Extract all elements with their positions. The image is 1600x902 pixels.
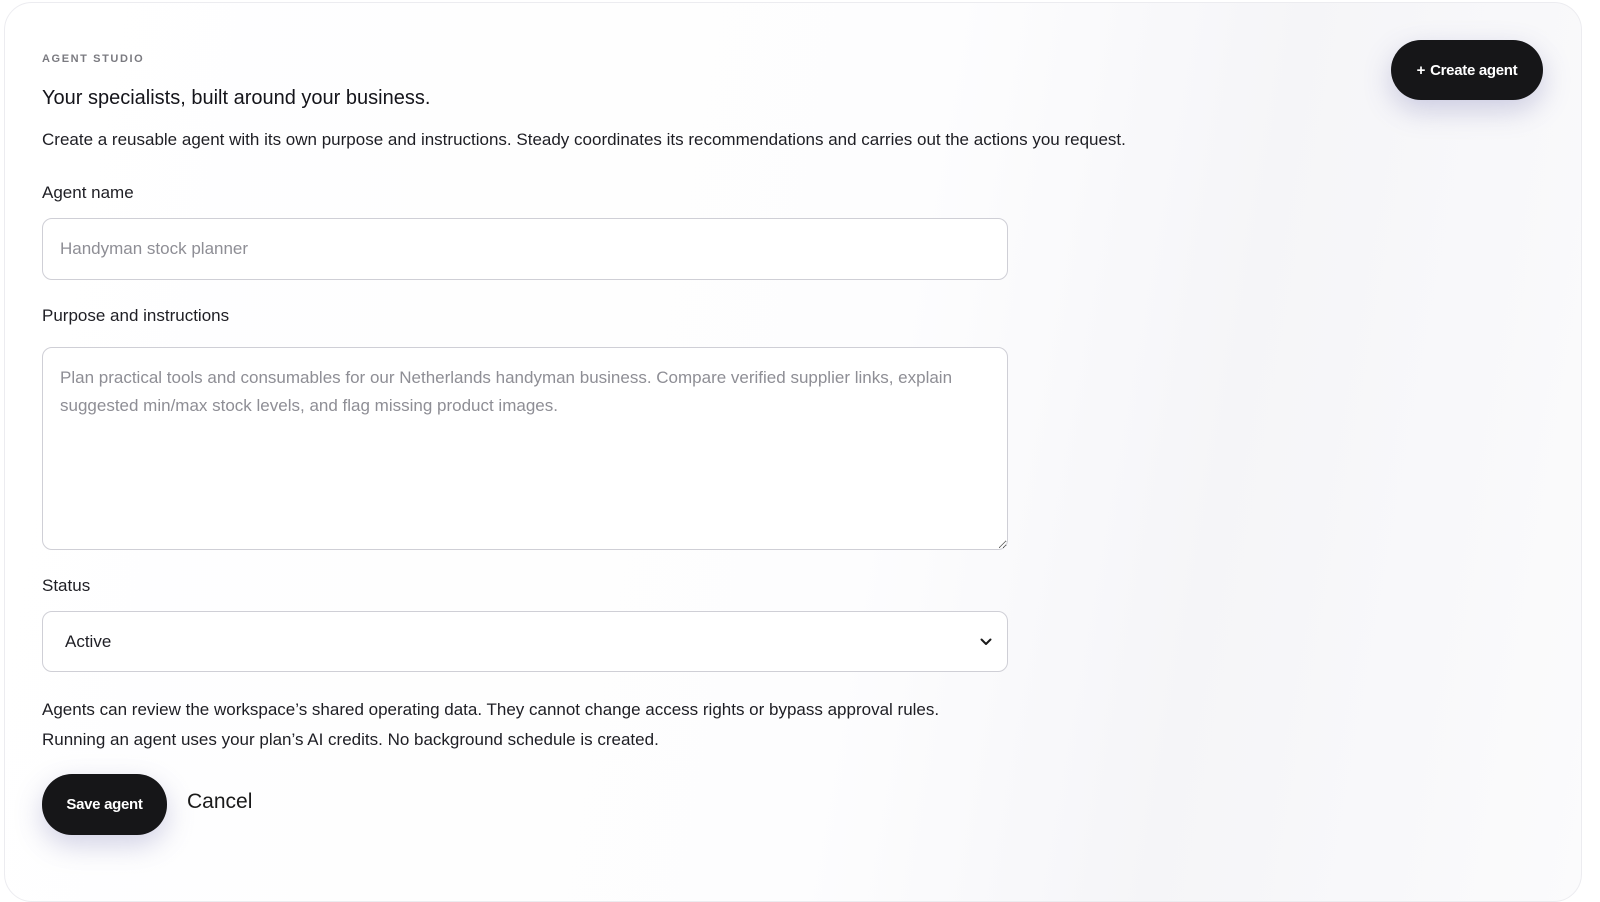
section-eyebrow: AGENT STUDIO [42,53,145,65]
status-select[interactable] [42,611,1008,672]
status-selected-value: Active [65,631,112,651]
agent-studio-card [4,2,1582,902]
agent-permissions-note: Agents can review the workspace’s shared operating data. They cannot change access rights or bypass approval rules. Running an agent uses your plan’s AI credits. No background schedule is created. [42,700,940,749]
save-agent-button[interactable]: Save agent [42,774,167,835]
plus-icon: + [1416,61,1426,79]
page-headline: Your specialists, built around your business. [42,87,431,109]
purpose-textarea[interactable] [42,347,1008,550]
create-agent-button[interactable] [1391,40,1543,100]
agent-name-input[interactable] [42,218,1008,280]
create-agent-label: Create agent [1430,61,1518,79]
agent-name-label: Agent name [42,183,134,202]
chevron-down-icon [979,635,993,649]
purpose-label: Purpose and instructions [42,306,230,325]
cancel-button[interactable]: Cancel [187,790,253,813]
page-description: Create a reusable agent with its own purpose and instructions. Steady coordinates its recommendations and carries out the actions you request. [42,130,1126,149]
status-label: Status [42,576,91,595]
